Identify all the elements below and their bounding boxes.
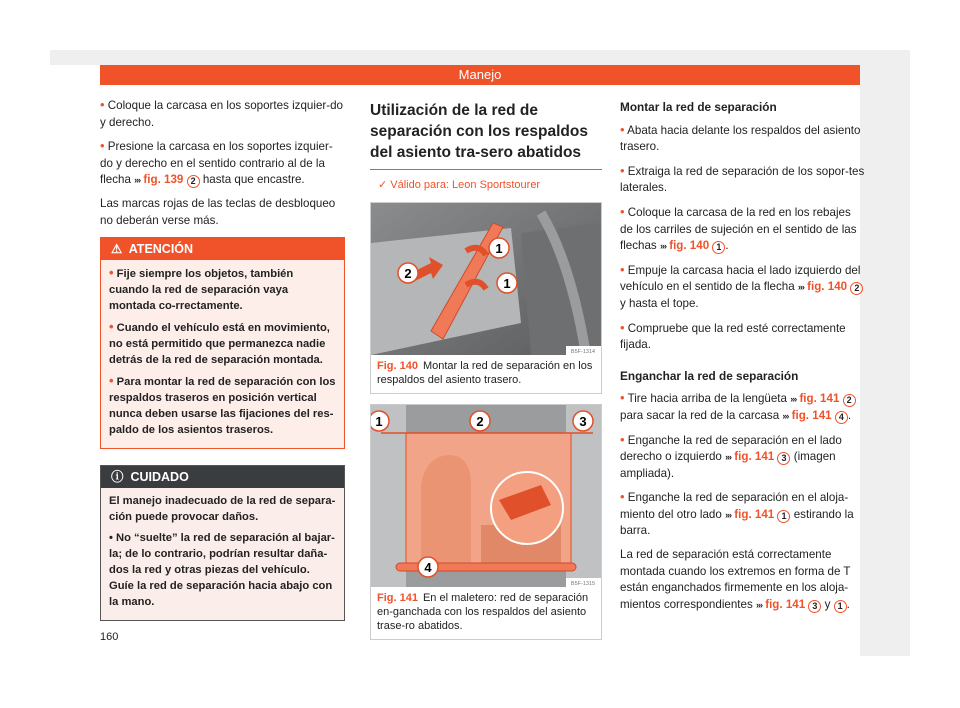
paragraph [620,163,865,197]
figure-label: Fig. 141 [377,591,418,604]
bullet-icon: • [620,261,625,277]
bullet-icon: • [109,373,114,389]
callout-number: 2 [843,394,856,407]
warning-title: ATENCIÓN [128,242,194,257]
text: Fije siempre los objetos, también cuando la red de separación vaya montada co-rrectamente. [109,268,294,313]
caption-text: Montar la red de separación en los respaldos del asiento trasero. [377,359,593,386]
paragraph [100,97,345,131]
text: . [847,408,852,422]
left-paragraphs [100,97,345,229]
bullet-icon: • [620,489,625,505]
warning-triangle-icon: ⚠ [111,242,123,257]
reference-arrow-icon: ››› [782,410,789,421]
figure-link[interactable]: fig. 141 [791,408,832,422]
bullet-icon: • [620,319,625,335]
figure-link[interactable]: fig. 141 [765,597,806,611]
caption-text: En el maletero: red de separación en-ganchada con los respaldos del asiento trase-ro abatidos. [377,591,589,632]
figure-link[interactable]: fig. 140 [669,239,710,253]
caution-header [101,466,344,488]
text: y [821,597,834,611]
warning-header [101,238,344,260]
bullet-icon: • [620,121,625,137]
bullet-icon: • [100,97,105,112]
paragraph [109,265,336,314]
reference-arrow-icon: ››› [725,509,732,520]
text: Abata hacia delante los respaldos del asiento trasero. [620,123,861,154]
text: para sacar la red de la carcasa [620,408,783,422]
figure-141-caption [371,587,601,639]
mount-steps [620,122,865,354]
middle-column [370,100,602,650]
callout-number: 4 [835,411,848,424]
text: . [725,239,729,253]
caution-title: CUIDADO [130,470,189,485]
paragraph [620,122,865,156]
figure-label: Fig. 140 [377,359,418,372]
subheading-mount: Montar la red de separación [620,100,777,114]
callout-number: 1 [712,241,725,254]
callout-1b: 1 [503,275,511,291]
text: Empuje la carcasa hacia el lado izquierdo del vehículo en el sentido de la flecha [620,263,861,294]
paragraph [109,530,336,610]
text: La red de separación está correctamente montada cuando los extremos en forma de T están enganchados firmemente en los aloja-mientos correspondientes [620,548,851,611]
figure-code: B5F-1315 [570,580,596,587]
bullet-icon: • [620,162,625,178]
text: Enganche la red de separación en el aloja-miento del otro lado [620,491,849,521]
check-icon: ✓ [378,179,388,191]
reference-arrow-icon: ››› [797,282,804,293]
hook-steps [620,390,865,613]
text: estirando la barra. [620,507,854,538]
figure-link[interactable]: fig. 139 [143,173,184,187]
paragraph [109,493,336,525]
callout-number: 3 [808,600,821,613]
callout-3: 3 [579,413,587,429]
reference-arrow-icon: ››› [725,452,732,463]
paragraph [620,262,865,313]
text: Enganche la red de separación en el lado derecho o izquierdo [620,433,842,464]
figure-link[interactable]: fig. 141 [799,392,840,406]
bullet-icon: • [109,319,114,335]
paragraph [100,196,345,229]
callout-2: 2 [404,265,412,281]
text: Extraiga la red de separación de los sopor-tes laterales. [620,164,865,195]
bullet-icon: • [100,138,105,154]
reference-arrow-icon: ››› [659,241,666,252]
figure-140 [370,202,602,394]
subheading-hook: Enganchar la red de separación [620,368,799,383]
text: hasta que encastre. [199,173,305,187]
bullet-icon: • [109,265,114,281]
paragraph [620,547,865,613]
text: Las marcas rojas de las teclas de desbloqueo no deberán verse más. [100,196,336,227]
paragraph [100,138,345,189]
right-column [620,99,865,620]
paragraph [620,489,865,540]
left-column [100,97,345,621]
reference-arrow-icon: ››› [755,599,762,610]
text: Presione la carcasa en los soportes izquier-do y derecho en el sentido contrario al de la flecha [100,140,333,187]
figure-code: B5F-1314 [570,348,596,355]
callout-2: 2 [476,413,484,429]
bullet-icon: • [620,431,625,447]
validity-text: Válido para: Leon Sportstourer [390,179,541,191]
paragraph [620,320,865,354]
callout-number: 2 [850,282,863,295]
reference-arrow-icon: ››› [790,394,797,405]
warning-box [100,237,345,449]
figure-140-image [371,203,601,355]
text: • No “suelte” la red de separación al bajar-la; de lo contrario, podrían resultar daña-dos la red y otras piezas del vehículo. Guíe la red de separación hacia abajo con la mano. [109,532,335,609]
callout-number: 3 [777,452,790,465]
warning-body [101,260,344,448]
figure-140-caption [371,355,601,393]
bullet-icon: • [620,390,625,406]
validity-note [378,177,602,194]
callout-number: 1 [834,600,847,613]
figure-link[interactable]: fig. 140 [807,280,848,294]
figure-141-image [371,405,601,587]
section-header: Manejo [100,65,860,85]
caution-box [100,465,345,621]
paragraph [109,319,336,368]
text: . [846,597,850,611]
text: (imagen ampliada). [620,450,836,480]
callout-number: 2 [187,175,200,188]
text: Coloque la carcasa de la red en los rebajes de los carriles de sujeción en el sentido de las flechas [620,205,857,253]
section-heading: Utilización de la red de separación con los respaldos del asiento tra-sero abatidos [370,100,602,170]
text: Coloque la carcasa en los soportes izquier-do y derecho. [100,99,344,129]
text: y hasta el tope. [620,296,699,310]
text: Para montar la red de separación con los respaldos traseros en posición vertical nunca deben usarse las fijaciones del res-paldo de los asientos traseros. [109,376,336,437]
callout-1a: 1 [495,240,503,256]
paragraph [109,373,336,438]
callout-number: 1 [777,510,790,523]
text: Cuando el vehículo está en movimiento, no está permitido que permanezca nadie detrás de la red de separación montada. [109,322,330,367]
bullet-icon: • [620,203,625,219]
info-circle-icon: ⓘ [111,470,124,485]
callout-4: 4 [424,559,432,575]
paragraph [620,432,865,483]
text: El manejo inadecuado de la red de separa-ción puede provocar daños. [109,495,336,524]
paragraph [620,390,865,424]
figure-link[interactable]: fig. 141 [734,450,775,464]
page-number: 160 [100,631,119,643]
caution-body [101,488,344,620]
figure-link[interactable]: fig. 141 [734,507,775,521]
reference-arrow-icon: ››› [134,175,141,186]
text: Compruebe que la red esté correctamente fijada. [620,321,846,352]
paragraph [620,204,865,255]
callout-1: 1 [375,413,383,429]
figure-141 [370,404,602,640]
text: Tire hacia arriba de la lengüeta [624,392,791,406]
